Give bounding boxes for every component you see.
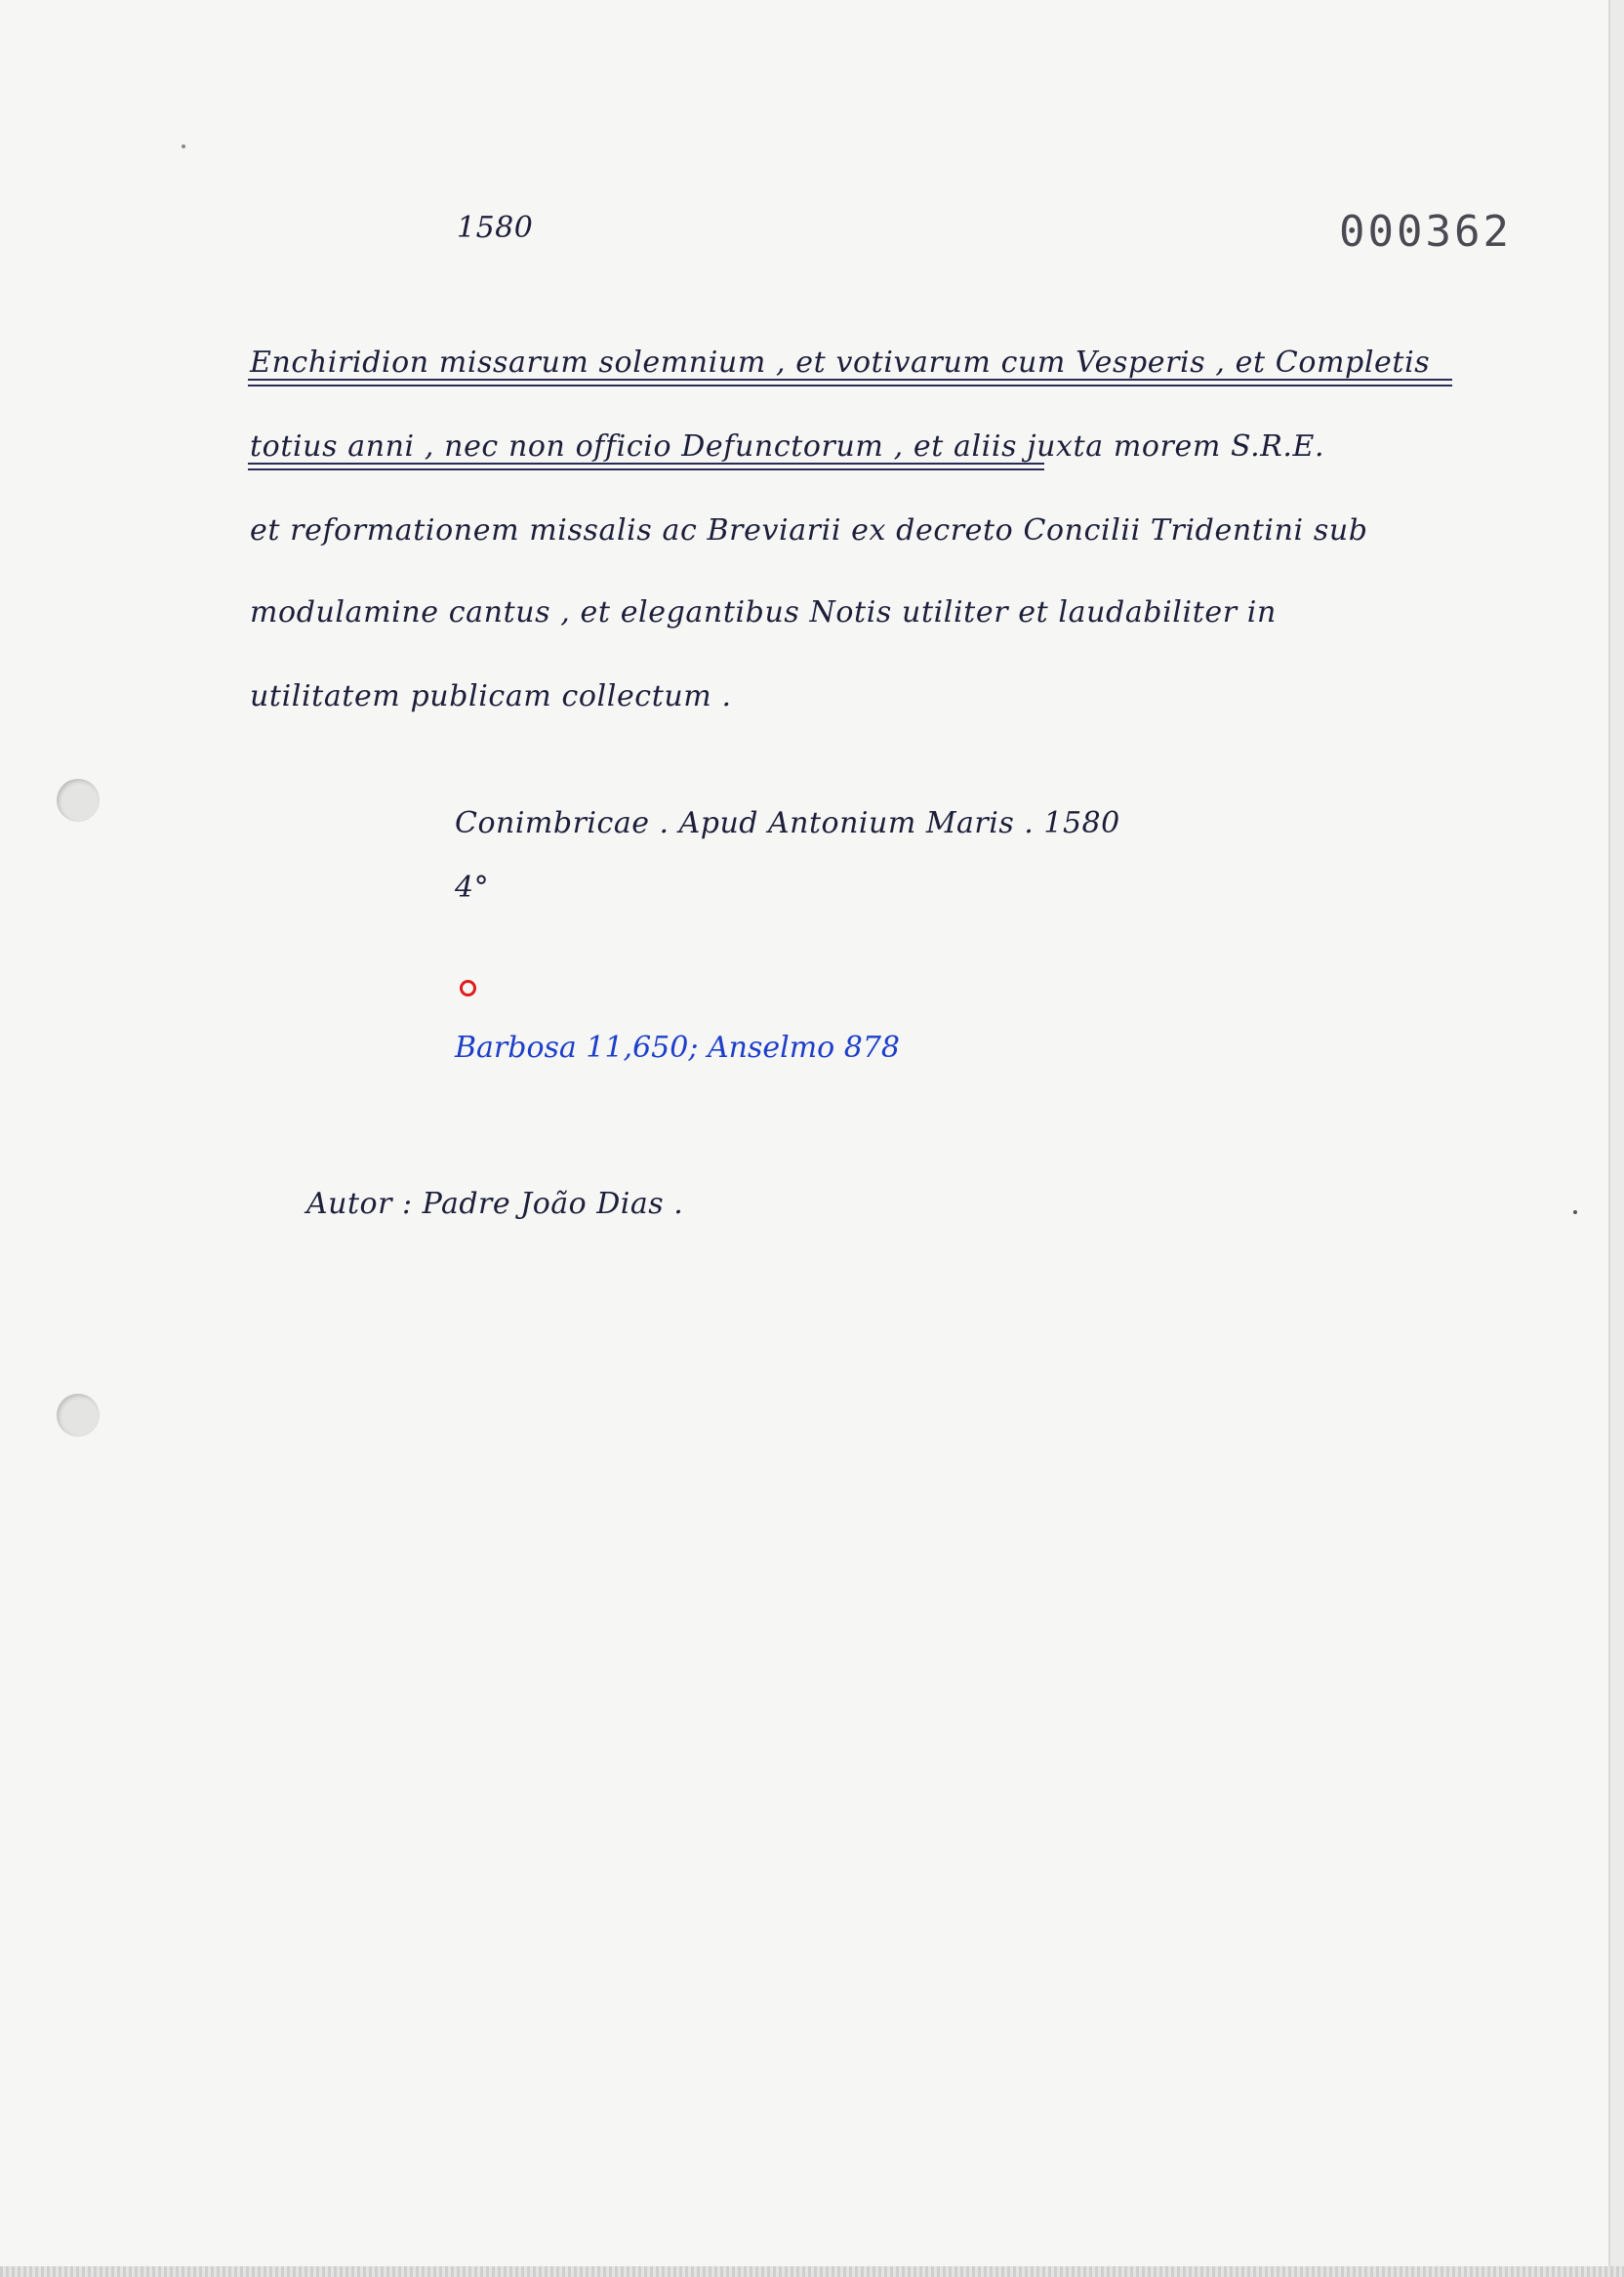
stamp-number: 000362 xyxy=(1339,207,1512,257)
format-line: 4° xyxy=(455,871,490,905)
bibliographic-references: Barbosa 11,650; Anselmo 878 xyxy=(455,1031,901,1065)
scan-edge xyxy=(0,2266,1624,2277)
title-line-1: Enchiridion missarum solemnium , et votivarum cum Vesperis , et Completis xyxy=(250,346,1431,380)
year-heading: 1580 xyxy=(457,211,534,245)
red-circle-mark xyxy=(460,980,476,996)
punch-hole-lower xyxy=(57,1394,100,1437)
title-line-5: utilitatem publicam collectum . xyxy=(250,679,732,713)
paper-speck xyxy=(1573,1210,1577,1214)
punch-hole-upper xyxy=(57,779,100,822)
title-underline-1 xyxy=(248,379,1452,386)
imprint-line: Conimbricae . Apud Antonium Maris . 1580 xyxy=(455,806,1120,840)
title-underline-2 xyxy=(248,463,1044,470)
title-line-2: totius anni , nec non officio Defunctorum , et aliis juxta morem S.R.E. xyxy=(250,429,1325,464)
paper-speck xyxy=(182,144,185,148)
title-line-3: et reformationem missalis ac Breviarii ex decreto Concilii Tridentini sub xyxy=(250,513,1368,548)
author-line: Autor : Padre João Dias . xyxy=(306,1187,684,1221)
title-line-4: modulamine cantus , et elegantibus Notis utiliter et laudabiliter in xyxy=(250,595,1277,630)
